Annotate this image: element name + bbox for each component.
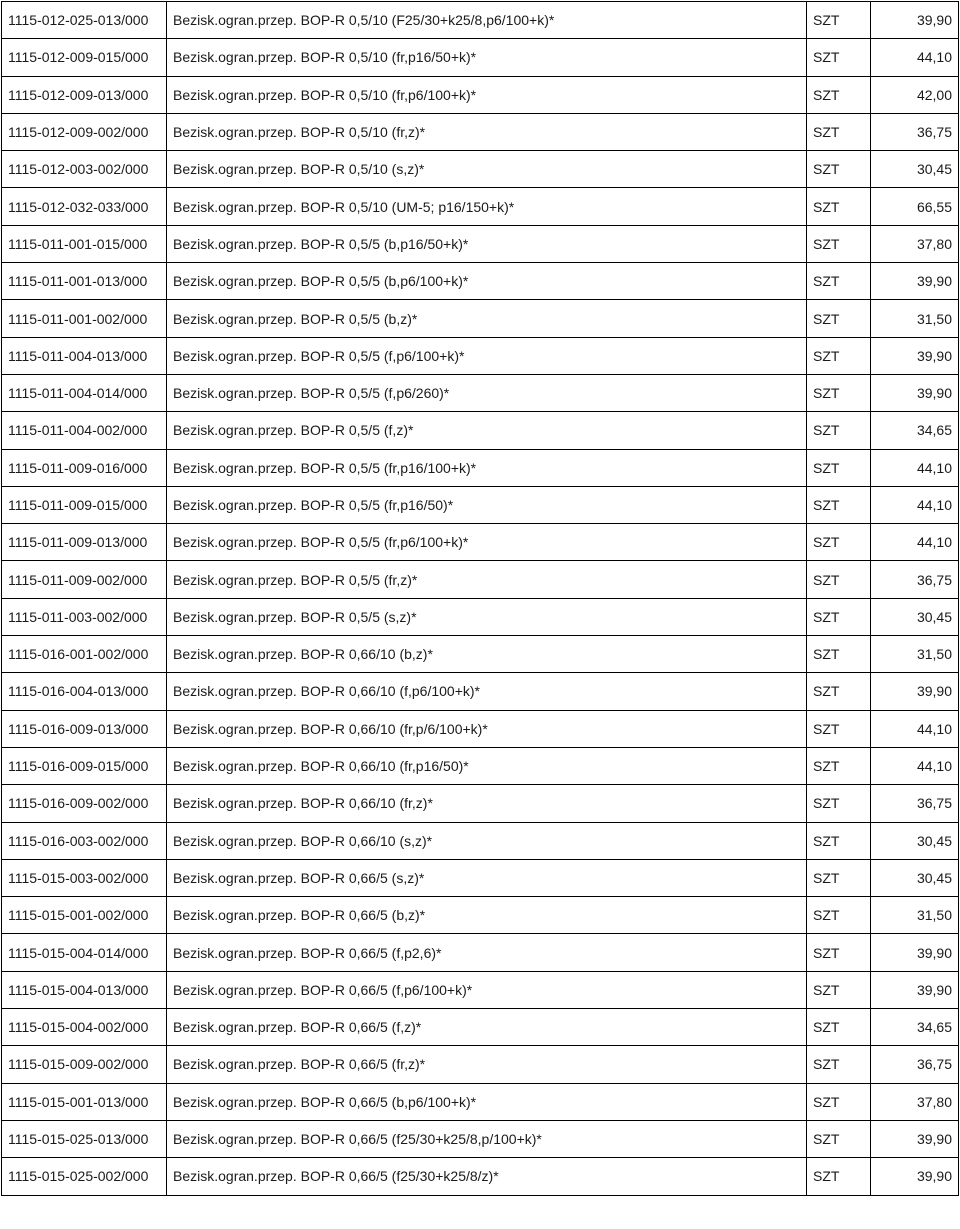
price-cell: 31,50 — [871, 300, 959, 337]
unit-cell: SZT — [807, 151, 871, 188]
table-row — [2, 2, 959, 39]
unit-cell: SZT — [807, 412, 871, 449]
unit-cell: SZT — [807, 113, 871, 150]
table-row — [2, 673, 959, 710]
unit-cell: SZT — [807, 1009, 871, 1046]
product-description-cell: Bezisk.ogran.przep. BOP-R 0,5/5 (fr,z)* — [167, 561, 807, 598]
product-code-cell: 1115-011-001-002/000 — [2, 300, 167, 337]
price-cell: 30,45 — [871, 151, 959, 188]
product-description-cell: Bezisk.ogran.przep. BOP-R 0,66/5 (f,p2,6)* — [167, 934, 807, 971]
unit-cell: SZT — [807, 188, 871, 225]
unit-cell: SZT — [807, 598, 871, 635]
table-row — [2, 188, 959, 225]
table-row — [2, 1009, 959, 1046]
product-description-cell: Bezisk.ogran.przep. BOP-R 0,66/5 (f25/30+k25/8/z)* — [167, 1158, 807, 1195]
product-code-cell: 1115-016-004-013/000 — [2, 673, 167, 710]
product-code-cell: 1115-016-001-002/000 — [2, 636, 167, 673]
product-description-cell: Bezisk.ogran.przep. BOP-R 0,5/5 (f,z)* — [167, 412, 807, 449]
table-row — [2, 76, 959, 113]
price-cell: 44,10 — [871, 486, 959, 523]
product-description-cell: Bezisk.ogran.przep. BOP-R 0,5/10 (fr,z)* — [167, 113, 807, 150]
table-row — [2, 337, 959, 374]
product-code-cell: 1115-015-009-002/000 — [2, 1046, 167, 1083]
table-row — [2, 300, 959, 337]
unit-cell: SZT — [807, 1158, 871, 1195]
product-code-cell: 1115-015-004-002/000 — [2, 1009, 167, 1046]
product-description-cell: Bezisk.ogran.przep. BOP-R 0,66/10 (fr,p/6/100+k)* — [167, 710, 807, 747]
table-row — [2, 971, 959, 1008]
unit-cell: SZT — [807, 374, 871, 411]
table-row — [2, 225, 959, 262]
unit-cell: SZT — [807, 822, 871, 859]
product-code-cell: 1115-011-004-002/000 — [2, 412, 167, 449]
table-row — [2, 934, 959, 971]
product-code-cell: 1115-015-001-013/000 — [2, 1083, 167, 1120]
price-cell: 44,10 — [871, 710, 959, 747]
unit-cell: SZT — [807, 747, 871, 784]
price-cell: 36,75 — [871, 113, 959, 150]
price-cell: 44,10 — [871, 747, 959, 784]
unit-cell: SZT — [807, 337, 871, 374]
product-code-cell: 1115-016-009-015/000 — [2, 747, 167, 784]
product-code-cell: 1115-016-009-013/000 — [2, 710, 167, 747]
table-row — [2, 1046, 959, 1083]
table-row — [2, 785, 959, 822]
unit-cell: SZT — [807, 486, 871, 523]
product-description-cell: Bezisk.ogran.przep. BOP-R 0,66/10 (f,p6/100+k)* — [167, 673, 807, 710]
product-description-cell: Bezisk.ogran.przep. BOP-R 0,66/5 (b,p6/100+k)* — [167, 1083, 807, 1120]
price-cell: 34,65 — [871, 1009, 959, 1046]
unit-cell: SZT — [807, 934, 871, 971]
price-cell: 31,50 — [871, 897, 959, 934]
unit-cell: SZT — [807, 636, 871, 673]
price-cell: 44,10 — [871, 39, 959, 76]
table-row — [2, 747, 959, 784]
unit-cell: SZT — [807, 2, 871, 39]
price-list-table — [1, 1, 959, 1196]
price-cell: 37,80 — [871, 1083, 959, 1120]
product-code-cell: 1115-011-009-015/000 — [2, 486, 167, 523]
product-description-cell: Bezisk.ogran.przep. BOP-R 0,5/10 (s,z)* — [167, 151, 807, 188]
price-cell: 39,90 — [871, 673, 959, 710]
product-code-cell: 1115-011-009-016/000 — [2, 449, 167, 486]
price-cell: 36,75 — [871, 785, 959, 822]
product-description-cell: Bezisk.ogran.przep. BOP-R 0,5/5 (b,z)* — [167, 300, 807, 337]
unit-cell: SZT — [807, 673, 871, 710]
price-cell: 34,65 — [871, 412, 959, 449]
product-code-cell: 1115-011-001-015/000 — [2, 225, 167, 262]
price-cell: 44,10 — [871, 449, 959, 486]
product-code-cell: 1115-011-004-014/000 — [2, 374, 167, 411]
unit-cell: SZT — [807, 1083, 871, 1120]
unit-cell: SZT — [807, 39, 871, 76]
product-code-cell: 1115-012-009-013/000 — [2, 76, 167, 113]
product-description-cell: Bezisk.ogran.przep. BOP-R 0,66/5 (f,z)* — [167, 1009, 807, 1046]
price-cell: 30,45 — [871, 859, 959, 896]
product-description-cell: Bezisk.ogran.przep. BOP-R 0,66/5 (f25/30+k25/8,p/100+k)* — [167, 1120, 807, 1157]
product-code-cell: 1115-015-004-013/000 — [2, 971, 167, 1008]
table-row — [2, 1083, 959, 1120]
product-code-cell: 1115-015-025-002/000 — [2, 1158, 167, 1195]
product-description-cell: Bezisk.ogran.przep. BOP-R 0,5/10 (UM-5; p16/150+k)* — [167, 188, 807, 225]
product-description-cell: Bezisk.ogran.przep. BOP-R 0,5/5 (fr,p6/100+k)* — [167, 524, 807, 561]
table-row — [2, 636, 959, 673]
table-row — [2, 524, 959, 561]
price-cell: 39,90 — [871, 971, 959, 1008]
product-code-cell: 1115-011-004-013/000 — [2, 337, 167, 374]
price-cell: 36,75 — [871, 1046, 959, 1083]
price-cell: 42,00 — [871, 76, 959, 113]
product-description-cell: Bezisk.ogran.przep. BOP-R 0,66/5 (b,z)* — [167, 897, 807, 934]
unit-cell: SZT — [807, 561, 871, 598]
product-description-cell: Bezisk.ogran.przep. BOP-R 0,66/5 (s,z)* — [167, 859, 807, 896]
price-cell: 36,75 — [871, 561, 959, 598]
unit-cell: SZT — [807, 225, 871, 262]
unit-cell: SZT — [807, 76, 871, 113]
product-description-cell: Bezisk.ogran.przep. BOP-R 0,5/10 (fr,p16/50+k)* — [167, 39, 807, 76]
product-description-cell: Bezisk.ogran.przep. BOP-R 0,5/5 (fr,p16/50)* — [167, 486, 807, 523]
price-list-body — [2, 2, 959, 1196]
price-cell: 30,45 — [871, 822, 959, 859]
product-code-cell: 1115-012-009-015/000 — [2, 39, 167, 76]
product-code-cell: 1115-011-009-002/000 — [2, 561, 167, 598]
product-description-cell: Bezisk.ogran.przep. BOP-R 0,5/5 (b,p16/50+k)* — [167, 225, 807, 262]
unit-cell: SZT — [807, 710, 871, 747]
table-row — [2, 897, 959, 934]
unit-cell: SZT — [807, 971, 871, 1008]
price-cell: 39,90 — [871, 374, 959, 411]
price-cell: 31,50 — [871, 636, 959, 673]
product-description-cell: Bezisk.ogran.przep. BOP-R 0,5/5 (s,z)* — [167, 598, 807, 635]
table-row — [2, 412, 959, 449]
price-cell: 39,90 — [871, 934, 959, 971]
unit-cell: SZT — [807, 524, 871, 561]
price-cell: 39,90 — [871, 2, 959, 39]
unit-cell: SZT — [807, 859, 871, 896]
product-description-cell: Bezisk.ogran.przep. BOP-R 0,66/5 (f,p6/100+k)* — [167, 971, 807, 1008]
table-row — [2, 859, 959, 896]
price-cell: 39,90 — [871, 1158, 959, 1195]
product-code-cell: 1115-011-009-013/000 — [2, 524, 167, 561]
product-description-cell: Bezisk.ogran.przep. BOP-R 0,5/10 (fr,p6/100+k)* — [167, 76, 807, 113]
table-row — [2, 1120, 959, 1157]
product-code-cell: 1115-015-025-013/000 — [2, 1120, 167, 1157]
unit-cell: SZT — [807, 1046, 871, 1083]
product-code-cell: 1115-011-001-013/000 — [2, 263, 167, 300]
product-code-cell: 1115-015-001-002/000 — [2, 897, 167, 934]
product-code-cell: 1115-012-009-002/000 — [2, 113, 167, 150]
price-cell: 66,55 — [871, 188, 959, 225]
table-row — [2, 561, 959, 598]
product-description-cell: Bezisk.ogran.przep. BOP-R 0,5/5 (f,p6/260)* — [167, 374, 807, 411]
product-code-cell: 1115-011-003-002/000 — [2, 598, 167, 635]
table-row — [2, 374, 959, 411]
product-code-cell: 1115-015-004-014/000 — [2, 934, 167, 971]
price-cell: 39,90 — [871, 263, 959, 300]
price-cell: 30,45 — [871, 598, 959, 635]
table-row — [2, 151, 959, 188]
table-row — [2, 39, 959, 76]
product-description-cell: Bezisk.ogran.przep. BOP-R 0,66/10 (s,z)* — [167, 822, 807, 859]
product-description-cell: Bezisk.ogran.przep. BOP-R 0,66/10 (b,z)* — [167, 636, 807, 673]
unit-cell: SZT — [807, 1120, 871, 1157]
price-cell: 39,90 — [871, 1120, 959, 1157]
price-cell: 44,10 — [871, 524, 959, 561]
table-row — [2, 1158, 959, 1195]
product-description-cell: Bezisk.ogran.przep. BOP-R 0,66/10 (fr,p16/50)* — [167, 747, 807, 784]
product-description-cell: Bezisk.ogran.przep. BOP-R 0,5/10 (F25/30+k25/8,p6/100+k)* — [167, 2, 807, 39]
table-row — [2, 449, 959, 486]
product-description-cell: Bezisk.ogran.przep. BOP-R 0,5/5 (b,p6/100+k)* — [167, 263, 807, 300]
price-cell: 37,80 — [871, 225, 959, 262]
table-row — [2, 113, 959, 150]
product-code-cell: 1115-016-009-002/000 — [2, 785, 167, 822]
table-row — [2, 822, 959, 859]
product-description-cell: Bezisk.ogran.przep. BOP-R 0,5/5 (f,p6/100+k)* — [167, 337, 807, 374]
product-code-cell: 1115-016-003-002/000 — [2, 822, 167, 859]
unit-cell: SZT — [807, 300, 871, 337]
product-description-cell: Bezisk.ogran.przep. BOP-R 0,66/5 (fr,z)* — [167, 1046, 807, 1083]
product-description-cell: Bezisk.ogran.przep. BOP-R 0,66/10 (fr,z)* — [167, 785, 807, 822]
table-row — [2, 486, 959, 523]
table-row — [2, 598, 959, 635]
price-cell: 39,90 — [871, 337, 959, 374]
product-description-cell: Bezisk.ogran.przep. BOP-R 0,5/5 (fr,p16/100+k)* — [167, 449, 807, 486]
table-row — [2, 710, 959, 747]
unit-cell: SZT — [807, 897, 871, 934]
product-code-cell: 1115-015-003-002/000 — [2, 859, 167, 896]
unit-cell: SZT — [807, 449, 871, 486]
unit-cell: SZT — [807, 785, 871, 822]
product-code-cell: 1115-012-003-002/000 — [2, 151, 167, 188]
product-code-cell: 1115-012-032-033/000 — [2, 188, 167, 225]
unit-cell: SZT — [807, 263, 871, 300]
product-code-cell: 1115-012-025-013/000 — [2, 2, 167, 39]
table-row — [2, 263, 959, 300]
